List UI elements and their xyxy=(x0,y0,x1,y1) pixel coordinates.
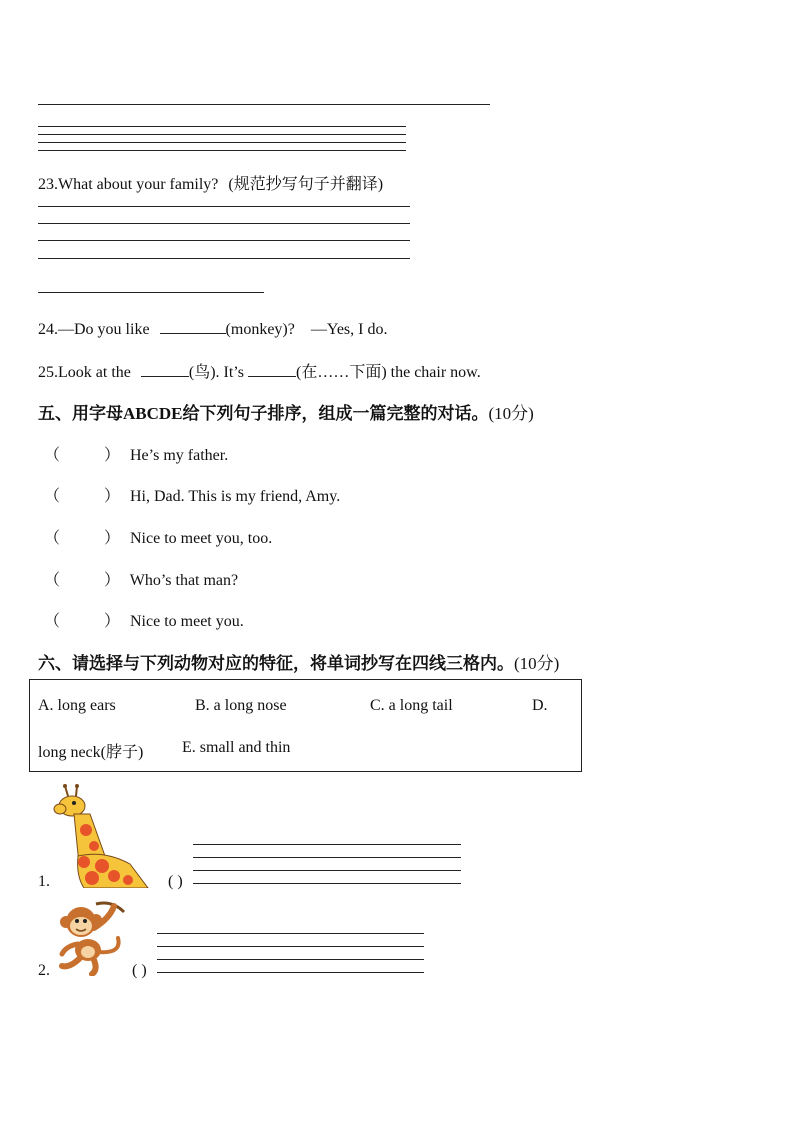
order-item[interactable]: （ ） Who’s that man? xyxy=(44,572,239,589)
option-d-label: D. xyxy=(532,697,548,714)
options-box xyxy=(29,679,582,772)
question-24[interactable] xyxy=(38,317,387,339)
order-item-text: Nice to meet you. xyxy=(130,613,244,630)
order-item-text: Nice to meet you, too. xyxy=(130,530,273,547)
question-24-blank[interactable] xyxy=(160,317,226,334)
question-23-note: (规范抄写句子并翻译) xyxy=(228,176,384,193)
section-6-title xyxy=(38,649,559,674)
question-25-suffix: the chair now. xyxy=(390,364,481,381)
question-24-answer: —Yes, I do. xyxy=(310,321,388,338)
question-25-hint-2: (在……下面) xyxy=(295,364,387,381)
question-23-text: 23.What about your family? xyxy=(38,176,219,193)
question-25-hint-1: (鸟). It’s xyxy=(188,364,244,381)
question-25-blank-2[interactable] xyxy=(248,360,296,377)
giraffe-image xyxy=(50,784,150,888)
monkey-image xyxy=(52,898,128,976)
order-item-text: Who’s that man? xyxy=(129,572,239,589)
order-item-text: Hi, Dad. This is my friend, Amy. xyxy=(130,488,341,505)
order-item[interactable]: （ ） Nice to meet you. xyxy=(44,613,244,630)
option-a: A. long ears xyxy=(38,697,116,714)
option-c: C. a long tail xyxy=(370,697,453,714)
option-b: B. a long nose xyxy=(195,697,287,714)
question-1-answer-paren[interactable]: ( ) xyxy=(168,873,183,890)
question-23 xyxy=(38,171,383,194)
section-5-points: (10分) xyxy=(488,404,534,423)
option-d-text: long neck(脖子) xyxy=(38,744,144,761)
question-25-prefix: 25.Look at the xyxy=(38,364,131,381)
section-6-points: (10分) xyxy=(514,654,560,673)
question-25-blank-1[interactable] xyxy=(141,360,189,377)
option-e: E. small and thin xyxy=(182,739,291,756)
section-5-title-text: 五、用字母ABCDE给下列句子排序，组成一篇完整的对话。 xyxy=(38,404,489,423)
order-item[interactable]: （ ） He’s my father. xyxy=(44,447,229,464)
question-24-prefix: 24.—Do you like xyxy=(38,321,150,338)
order-item[interactable]: （ ） Nice to meet you, too. xyxy=(44,530,273,547)
section-6-title-text: 六、请选择与下列动物对应的特征，将单词抄写在四线三格内。 xyxy=(38,654,514,673)
question-2-number: 2. xyxy=(38,962,50,979)
order-item[interactable]: （ ） Hi, Dad. This is my friend, Amy. xyxy=(44,488,341,505)
order-item-text: He’s my father. xyxy=(130,447,229,464)
question-24-hint: (monkey)? xyxy=(225,321,295,338)
question-25[interactable] xyxy=(38,359,481,382)
section-5-title xyxy=(38,399,534,424)
question-1-number: 1. xyxy=(38,873,50,890)
writing-line-top xyxy=(38,104,490,105)
question-2-answer-paren[interactable]: ( ) xyxy=(132,962,147,979)
